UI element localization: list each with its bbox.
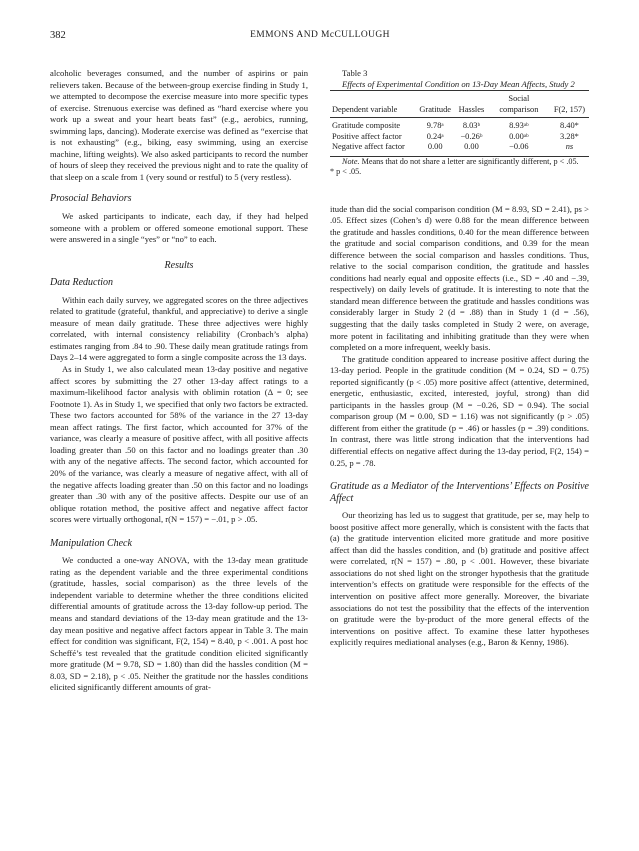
left-column (50, 68, 308, 694)
column-header: F(2, 157) (553, 105, 586, 114)
heading-prosocial-behaviors: Prosocial Behaviors (50, 193, 132, 205)
table-note-text: Means that do not share a letter are significantly different, p < .05. (361, 156, 579, 166)
table-3-grid (330, 90, 589, 157)
paragraph-anova: We conducted a one-way ANOVA, with the 13-day mean gratitude rating as the dependent variable and the three experimental conditions (gratitude, hassles, social comparison) as the three levels of the independent variable to determine whether the three conditions elicited differential amounts of gratitude across the 13-day follow-up period. The means and standard deviations of the 13-day mean gratitude and the 13-day mean positive and negative affect factors appear in Table 3. The main effect for condition was significant, F(2, 154) = 8.40, p < .001. A post hoc Scheffé’s test revealed that the gratitude condition elicited significantly more gratitude (M = 9.78, SD = 1.80) than did the hassles condition (M = 8.03, SD = 2.18), p < .05. Neither the gratitude nor the hassles conditions elicited significantly different amounts of grat- (50, 555, 308, 693)
heading-gratitude-mediator: Gratitude as a Mediator of the Interventions’ Effects on Positive Affect (330, 481, 589, 504)
table-cell: 0.00ᵃᵇ (509, 131, 529, 141)
table-cell: −0.26ᵇ (460, 131, 483, 141)
table-row (330, 132, 589, 143)
table-cell: 0.00 (427, 142, 443, 151)
paragraph-factor-analysis: As in Study 1, we also calculated mean 13-day positive and negative affect scores by submitting the 27 other 13-day affect ratings to a maximum-likelihood factor analysis with oblimin rotation (Δ = 0; see Footnote 1). As in Study 1, we specified that only two factors be extracted. These two factors accounted for 58% of the variance in the 27 13-day mean affect ratings. The first factor, which accounted for 37% of the variance, was clearly a measure of positive affect, with all positive affects loading greater than .50 on this factor and no loadings greater than .30 with any of the negative affects. The second factor, which accounted for 20% of the variance, was clearly a measure of negative affect, with all of the negative affects loading greater than .50 on this factor and no loadings greater than .30 with any of the positive affects. Despite our use of an oblique rotation method, the positive affect and negative affect factor scores were virtually orthogonal, r(N = 157) = −.01, p > .05. (50, 364, 308, 525)
table-label: Table 3 (342, 68, 368, 78)
page-number: 382 (50, 30, 66, 41)
table-cell: 3.28* (560, 131, 579, 141)
table-title: Effects of Experimental Condition on 13-Day Mean Affects, Study 2 (342, 79, 575, 89)
right-column (330, 68, 589, 649)
table-cell: 8.40* (560, 121, 579, 130)
paragraph-gratitude-aggregation: Within each daily survey, we aggregated scores on the three adjectives related to gratitude (grateful, thankful, and appreciative) to derive a single measure of mean daily gratitude. These three adjectives were highly correlated, with internal consistency reliability (Cronbach’s alpha) estimates ranging from .84 to .90. These daily mean gratitude ratings from Days 2–14 were aggregated to form a single composite across the 13 days. (50, 294, 308, 363)
table-cell: 9.78ᵃ (426, 121, 444, 130)
column-header: Hassles (458, 105, 485, 114)
paragraph-effect-sizes: itude than did the social comparison condition (M = 8.93, SD = 2.41), ps > .05. Effect sizes (Cohen’s d) were 0.88 for the mean difference between the gratitude and hassles conditions, 0.40 for the mean difference between the gratitude and social comparison conditions, and 0.39 for the mean difference between the social comparison and hassles conditions. Thus, relative to the social comparison condition, the gratitude and hassles conditions had nearly equal and opposite effects (i.e., SD = .40 and −.39, respectively) on daily levels of gratitude. It is interesting to note that the standard mean difference between the gratitude and hassles conditions was considerably larger in Study 2 (d = .88) than in Study 1 (d = .56), suggesting that the daily tasks completed in Study 2 were, on average, more potent in facilitating and inhibiting gratitude than they were when completed on a more infrequent, weekly basis. (330, 203, 589, 353)
table-cell: ns (565, 142, 574, 151)
running-head: EMMONS AND McCULLOUGH (250, 30, 390, 40)
table-cell: 8.93ᵃᵇ (509, 121, 529, 130)
paragraph-health-measures: alcoholic beverages consumed, and the number of aspirins or pain relievers taken. Because of the between-group exercise finding in Study 1, we attempted to decompose the exercise measure into more specific types of exercise. Strenuous exercise was defined as “hard exercise where you work up a sweat and your heart beats fast” (e.g., aerobics, running, swimming laps, dancing). Moderate exercise was defined as “exercise that is not exhausting” (e.g., biking, easy swimming, using an exercise machine, lifting weights). We also asked participants to record the number of hours of sleep they received the previous night and to rate the quality of that sleep on a scale from 1 (very sound or restful) to 5 (very restless). (50, 68, 308, 182)
heading-data-reduction: Data Reduction (50, 277, 114, 289)
table-note-significance: * p < .05. (330, 167, 362, 176)
table-cell: −0.06 (509, 142, 529, 151)
table-cell: 8.03ᵇ (462, 121, 481, 130)
table-note (330, 157, 589, 178)
table-cell: 0.24ᵃ (426, 131, 444, 141)
column-header: Social comparison (499, 94, 539, 114)
paragraph-mediation: Our theorizing has led us to suggest that gratitude, per se, may help to boost positive affect more generally, which is consistent with the facts that (a) the gratitude intervention elicited more gratitude and more positive affect than did the hassles condition, and (b) gratitude and positive affect were correlated, r(N = 157) = .80, p < .001. However, these bivariate associations do not shed light on the stronger hypothesis that the gratitude intervention’s effects on gratitude were responsible for the effects of the intervention on positive affect more generally. Moreover, the bivariate associations do not test the possibility that the effects of the intervention on gratitude were the by-product of the more general effects of the interventions on positive affect. To examine these latter hypotheses explicitly requires mediational analyses (e.g., Baron & Kenny, 1986). (330, 510, 589, 648)
paragraph-positive-affect: The gratitude condition appeared to increase positive affect during the 13-day period. People in the gratitude condition (M = 0.24, SD = 0.75) reported significantly (p < .05) more positive affect (attentive, determined, energetic, enthusiastic, excited, interested, joyful, strong) than did participants in the hassles group (M = −0.26, SD = 0.94). The social comparison group (M = 0.00, SD = 1.16) was not significantly (p > .05) different from either the gratitude (p = .46) or hassles (p = .39) conditions. In contrast, there was little strong indication that the interventions had differential effects on negative affect during the 13-day period, F(2, 154) = 0.25, p = .78. (330, 353, 589, 468)
paragraph-prosocial: We asked participants to indicate, each day, if they had helped someone with a problem or offered someone emotional support. These were answered in a single “yes” or “no” to each. (50, 211, 308, 245)
table-cell: Gratitude composite (332, 121, 401, 130)
heading-manipulation-check: Manipulation Check (50, 537, 132, 549)
table-cell: 0.00 (464, 142, 479, 151)
table-note-label: Note. (342, 156, 360, 166)
table-cell: Negative affect factor (332, 142, 405, 151)
heading-results: Results (164, 259, 194, 271)
table-row (330, 142, 589, 156)
column-header: Gratitude (419, 105, 452, 114)
table-3 (330, 68, 589, 178)
table-row (330, 118, 589, 132)
page-header (50, 30, 590, 44)
table-cell: Positive affect factor (332, 131, 402, 141)
column-header: Dependent variable (332, 105, 398, 114)
table-header-row (330, 91, 589, 118)
